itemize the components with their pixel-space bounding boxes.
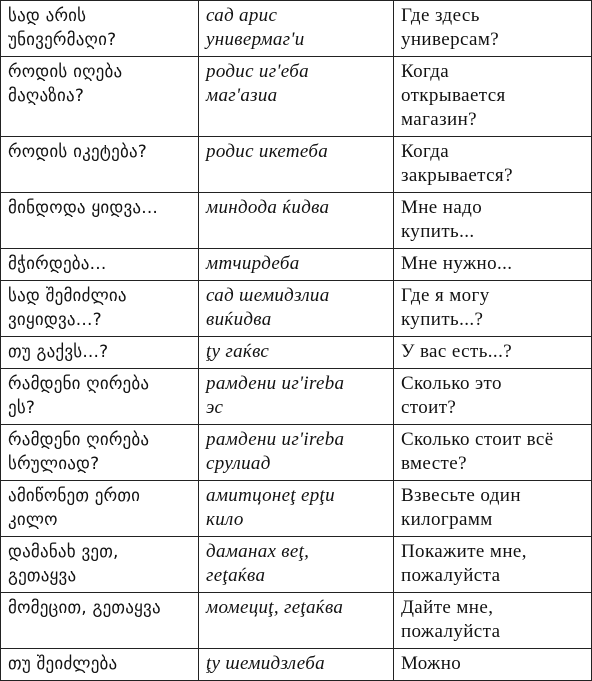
russian-translation-text: Мне нужно... (400, 253, 513, 274)
transliteration-text: сад арис универмаг'и (206, 5, 305, 50)
transliteration-text: миндода ќидва (206, 197, 330, 218)
transliteration-cell (199, 537, 394, 593)
russian-translation-text: Мне надо купить... (400, 197, 483, 242)
russian-translation-text: Дайте мне, пожалуйста (400, 597, 501, 642)
russian-translation-text: Где я могу купить...? (400, 285, 490, 330)
table-row (1, 57, 592, 137)
russian-translation-cell (393, 57, 591, 137)
georgian-phrase-cell (1, 137, 199, 193)
transliteration-cell (199, 281, 394, 337)
table-row (1, 425, 592, 481)
table-row (1, 249, 592, 281)
georgian-phrase-text: მჭირდება... (8, 254, 107, 274)
georgian-phrase-cell (1, 249, 199, 281)
russian-translation-text: У вас есть...? (400, 341, 513, 362)
georgian-phrase-cell (1, 481, 199, 537)
georgian-phrase-text: მინდოდა ყიდვა... (8, 198, 159, 218)
georgian-phrase-text: სად შემიძლია ვიყიდვა...? (8, 286, 127, 330)
transliteration-cell (199, 57, 394, 137)
transliteration-text: сад шемидзлиа виќидва (206, 285, 330, 330)
russian-translation-text: Покажите мне, пожалуйста (400, 541, 527, 586)
georgian-phrase-text: დამანახ ვეთ, გეთაყვა (8, 542, 119, 586)
transliteration-text: даманах веţ, геţаќва (206, 541, 310, 586)
russian-translation-cell (393, 593, 591, 649)
transliteration-cell (199, 481, 394, 537)
transliteration-text: амитцонеţ ерţи кило (206, 485, 335, 530)
table-row (1, 281, 592, 337)
russian-translation-cell (393, 425, 591, 481)
table-row (1, 193, 592, 249)
georgian-phrase-cell (1, 337, 199, 369)
transliteration-cell (199, 425, 394, 481)
georgian-phrase-cell (1, 537, 199, 593)
table-row (1, 369, 592, 425)
russian-translation-cell (393, 137, 591, 193)
georgian-phrase-text: ამიწონეთ ერთი კილო (8, 486, 141, 530)
transliteration-text: ţу гаќвс (206, 341, 270, 362)
transliteration-text: родис иг'еба маг'азиа (206, 61, 309, 106)
georgian-phrase-text: მომეცით, გეთაყვა (8, 598, 161, 618)
russian-translation-cell (393, 369, 591, 425)
georgian-phrase-text: რამდენი ღირება ეს? (8, 374, 150, 418)
transliteration-cell (199, 369, 394, 425)
russian-translation-text: Где здесь универсам? (400, 5, 500, 50)
russian-translation-cell (393, 249, 591, 281)
table-row (1, 593, 592, 649)
georgian-phrase-text: როდის იღება მაღაზია? (8, 62, 123, 106)
georgian-phrase-cell (1, 425, 199, 481)
russian-translation-cell (393, 649, 591, 681)
russian-translation-cell (393, 481, 591, 537)
russian-translation-text: Сколько это стоит? (400, 373, 502, 418)
russian-translation-cell (393, 337, 591, 369)
georgian-phrase-text: თუ შეიძლება (8, 654, 118, 674)
georgian-phrase-cell (1, 369, 199, 425)
russian-translation-text: Взвесьте один килограмм (400, 485, 521, 530)
transliteration-cell (199, 649, 394, 681)
transliteration-text: рамдени иг'ireba срулиад (206, 429, 345, 474)
russian-translation-cell (393, 537, 591, 593)
georgian-phrase-text: სად არის უნივერმაღი? (8, 6, 117, 50)
table-row (1, 481, 592, 537)
russian-translation-cell (393, 281, 591, 337)
georgian-phrase-cell (1, 593, 199, 649)
table-row (1, 649, 592, 681)
georgian-phrase-cell (1, 193, 199, 249)
phrasebook-rows (1, 1, 592, 681)
transliteration-text: ţу шемидзлеба (206, 653, 325, 674)
transliteration-cell (199, 593, 394, 649)
transliteration-cell (199, 337, 394, 369)
transliteration-text: рамдени иг'ireba эс (206, 373, 345, 418)
georgian-phrase-cell (1, 57, 199, 137)
transliteration-cell (199, 193, 394, 249)
transliteration-cell (199, 1, 394, 57)
russian-translation-text: Когда открывается магазин? (400, 61, 506, 130)
russian-translation-text: Можно (400, 653, 462, 674)
georgian-phrase-text: როდის იკეტება? (8, 142, 147, 162)
transliteration-text: мтчирдеба (206, 253, 300, 274)
table-row (1, 1, 592, 57)
table-row (1, 337, 592, 369)
georgian-phrase-text: რამდენი ღირება სრულიად? (8, 430, 150, 474)
transliteration-text: момециţ, геţаќва (206, 597, 344, 618)
georgian-phrase-cell (1, 281, 199, 337)
transliteration-text: родис икетеба (206, 141, 329, 162)
russian-translation-cell (393, 193, 591, 249)
russian-translation-cell (393, 1, 591, 57)
table-row (1, 537, 592, 593)
transliteration-cell (199, 249, 394, 281)
table-row (1, 137, 592, 193)
russian-translation-text: Сколько стоит всё вместе? (400, 429, 554, 474)
russian-translation-text: Когда закрывается? (400, 141, 513, 186)
georgian-phrase-text: თუ გაქვს...? (8, 342, 109, 362)
georgian-phrase-cell (1, 1, 199, 57)
transliteration-cell (199, 137, 394, 193)
georgian-phrase-cell (1, 649, 199, 681)
